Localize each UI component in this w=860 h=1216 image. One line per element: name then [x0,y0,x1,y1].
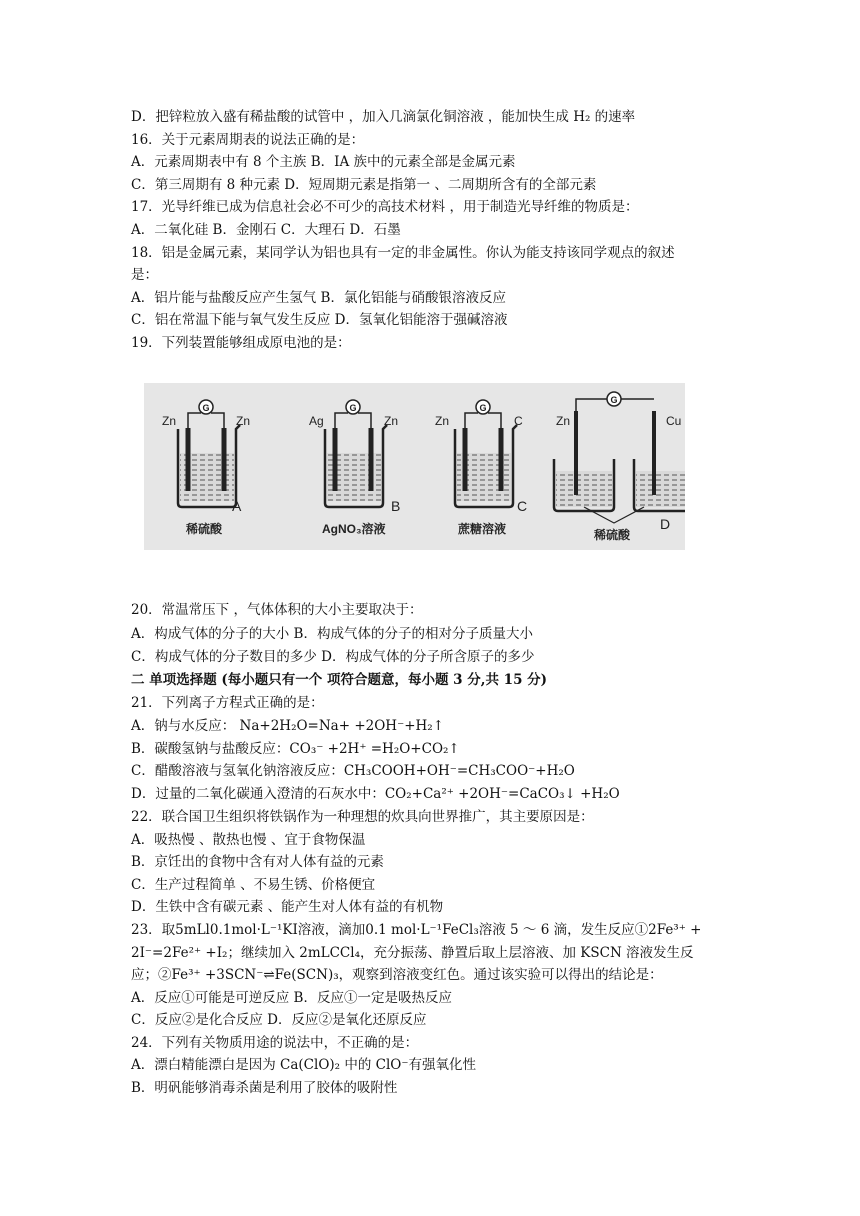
q18-stem-cont: 是： [131,267,158,283]
q15-option-d: D．把锌粒放入盛有稀盐酸的试管中 ，加入几滴氯化铜溶液 ，能加快生成 H₂ 的速率 [131,109,636,125]
cell-c-letter: C [517,498,528,514]
q22-option-a: A．吸热慢 、散热也慢 、宜于食物保温 [131,832,366,848]
q24-option-a: A．漂白精能漂白是因为 Ca(ClO)₂ 中的 ClO⁻有强氧化性 [131,1057,477,1073]
cell-c-left-electrode: Zn [435,414,450,428]
q22-option-b: B．京饪出的食物中含有对人体有益的元素 [131,854,384,870]
q18-stem: 18．铝是金属元素，某同学认为铝也具有一定的非金属性。你认为能支持该同学观点的叙述 [131,245,675,261]
q23-options-cd: C．反应②是化合反应 D．反应②是氧化还原反应 [131,1012,427,1028]
cell-d-right-electrode: Cu [666,414,682,428]
cell-a-left-electrode: Zn [162,414,177,428]
q23-stem-cont2: 应；②Fe³⁺ +3SCN⁻⇌Fe(SCN)₃，观察到溶液变红色。通过该实验可以得出的结论是： [131,967,663,983]
cell-b-g: G [349,403,357,413]
q21-option-b: B．碳酸氢钠与盐酸反应：CO₃⁻ +2H⁺ =H₂O+CO₂↑ [131,741,460,757]
galvanic-cell-figure [144,383,685,550]
cell-b [309,400,400,536]
cell-d-left-electrode: Zn [556,414,571,428]
q20-options-cd: C．构成气体的分子数目的多少 D．构成气体的分子所含原子的多少 [131,649,535,665]
q24-option-b: B．明矾能够消毒杀菌是利用了胶体的吸附性 [131,1080,398,1096]
cell-b-caption: AgNO₃溶液 [322,522,386,536]
cell-b-right-electrode: Zn [384,414,399,428]
q17-stem: 17．光导纤维已成为信息社会必不可少的高技术材料 ，用于制造光导纤维的物质是： [131,199,639,215]
q21-stem: 21．下列离子方程式正确的是： [131,695,324,711]
q21-option-d: D．过量的二氧化碳通入澄清的石灰水中：CO₂+Ca²⁺ +2OH⁻=CaCO₃↓ +H₂O [131,786,620,802]
cell-b-left-electrode: Ag [309,414,324,428]
section-heading: 二 单项选择题 (每小题只有一个 项符合题意，每小题 3 分,共 15 分) [131,672,548,688]
cell-a-caption: 稀硫酸 [186,522,223,536]
q24-stem: 24．下列有关物质用途的说法中，不正确的是： [131,1035,419,1051]
q21-option-c: C．醋酸溶液与氢氧化钠溶液反应：CH₃COOH+OH⁻=CH₃COO⁻+H₂O [131,763,575,779]
q18-options-cd: C．铝在常温下能与氧气发生反应 D．氢氧化铝能溶于强碱溶液 [131,312,508,328]
cell-a-g: G [202,403,210,413]
cell-c-g: G [479,403,487,413]
cell-d-letter: D [660,516,671,532]
cell-c-caption: 蔗糖溶液 [458,522,507,536]
q17-options: A．二氧化硅 B．金刚石 C．大理石 D．石墨 [131,222,401,238]
q21-option-a: A．钠与水反应： Na+2H₂O=Na+ +2OH⁻+H₂↑ [131,718,445,734]
q16-options-ab: A．元素周期表中有 8 个主族 B．IA 族中的元素全部是金属元素 [131,154,516,170]
cell-c [435,400,527,536]
q23-stem: 23．取5mLl0.1mol·L⁻¹KI溶液，滴加0.1 mol·L⁻¹FeCl₃溶液 5 ～ 6 滴，发生反应①2Fe³⁺ + [131,922,702,938]
q22-stem: 22．联合国卫生组织将铁锅作为一种理想的炊具向世界推广，其主要原因是： [131,809,594,825]
q18-options-ab: A．铝片能与盐酸反应产生氢气 B．氯化铝能与硝酸银溶液反应 [131,290,506,306]
cell-c-right-electrode: C [514,414,523,428]
q22-option-c: C．生产过程简单 、不易生锈、价格便宜 [131,877,376,893]
q23-options-ab: A．反应①可能是可逆反应 B．反应①一定是吸热反应 [131,990,452,1006]
cell-a [162,400,250,536]
q16-stem: 16．关于元素周期表的说法正确的是： [131,132,365,148]
q22-option-d: D．生铁中含有碳元素 、能产生对人体有益的有机物 [131,899,444,915]
q20-options-ab: A．构成气体的分子的大小 B．构成气体的分子的相对分子质量大小 [131,626,533,642]
cell-a-right-electrode: Zn [236,414,251,428]
cell-d-caption: 稀硫酸 [594,528,631,542]
q23-stem-cont1: 2I⁻=2Fe²⁺ +I₂；继续加入 2mLCCl₄，充分振荡、静置后取上层溶液、加 KSCN 溶液发生反 [131,945,694,961]
cell-b-letter: B [391,498,401,514]
cell-d [554,392,685,542]
q19-stem: 19．下列装置能够组成原电池的是： [131,335,351,351]
q20-stem: 20．常温常压下 ，气体体积的大小主要取决于： [131,602,423,618]
cell-a-letter: A [232,498,242,514]
q16-options-cd: C．第三周期有 8 种元素 D．短周期元素是指第一 、二周期所含有的全部元素 [131,177,597,193]
cell-d-g: G [610,395,618,405]
